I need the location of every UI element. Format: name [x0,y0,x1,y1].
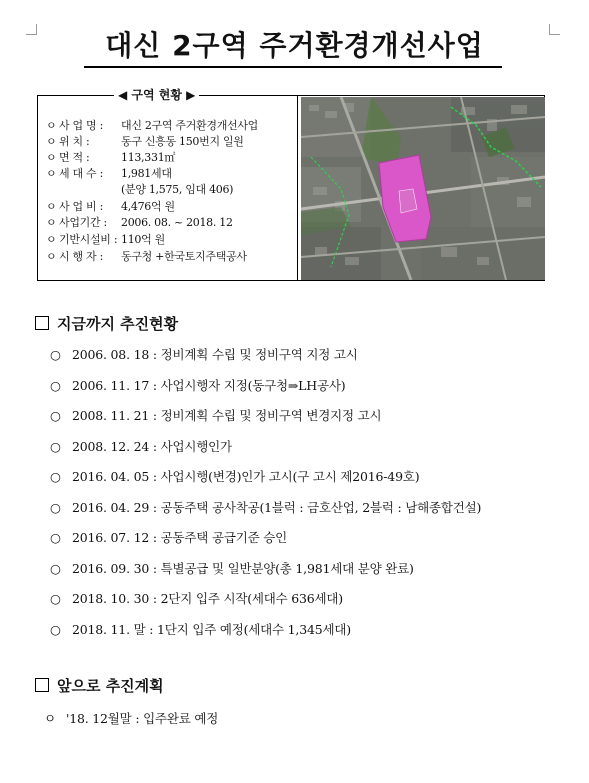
bullet-circle-icon: ㅇ [46,151,57,164]
bullet-circle-icon: ○ [50,621,61,637]
progress-list-item [50,499,481,517]
info-label: 기반시설비 : [59,233,118,246]
info-row [46,118,258,134]
page-title: 대신 2구역 주거환경개선사업 [105,29,484,62]
progress-list-item [50,346,358,364]
info-row [46,166,172,182]
bullet-circle-icon: ㅇ [46,250,57,263]
progress-item-text: 2008. 11. 21 : 정비계획 수립 및 정비구역 변경지정 고시 [72,408,382,423]
bullet-circle-icon: ○ [50,560,61,576]
info-value: 4,476억 원 [121,200,175,213]
progress-item-text: 2006. 08. 18 : 정비계획 수립 및 정비구역 지정 고시 [72,347,358,362]
checkbox-square-icon [35,678,49,692]
bullet-circle-icon: ㅇ [46,135,57,148]
bullet-circle-icon: ○ [50,591,61,606]
bullet-circle-icon: ㅇ [46,216,57,229]
bullet-circle-icon: ○ [50,347,61,362]
plan-section-heading: 앞으로 추진계획 [35,676,164,696]
info-row [46,232,165,248]
progress-item-text: 2016. 04. 29 : 공동주택 공사착공(1블럭 : 금호산업, 2블럭 : 남해종합건설) [72,499,482,515]
progress-item-text: 2018. 11. 말 : 1단지 입주 예정(세대수 1,345세대) [72,621,351,637]
checkbox-square-icon [35,316,49,330]
info-label: 사 업 명 : [59,119,103,132]
info-value: 110억 원 [121,233,165,246]
info-value: 2006. 08. ~ 2018. 12 [121,216,233,229]
bullet-circle-icon: ○ [50,469,61,484]
zone-status-legend: ◀ 구역 현황 ▶ [114,84,199,106]
zone-status-details [38,88,298,280]
progress-item-text: 2016. 09. 30 : 특별공급 및 일반분양(총 1,981세대 분양 완료) [72,560,414,576]
info-row [46,215,233,231]
progress-list-item [50,590,343,608]
info-row [46,182,233,198]
zone-status-box [37,88,545,281]
info-value: 동구청 +한국토지주택공사 [121,250,247,263]
info-value: 113,331㎡ [121,151,176,164]
bullet-circle-icon: ㅇ [44,711,56,726]
info-row [46,199,175,215]
progress-list-item [50,529,287,547]
progress-section-heading: 지금까지 추진현황 [35,314,178,334]
progress-item-text: 2016. 04. 05 : 사업시행(변경)인가 고시(구 고시 제2016-49호) [72,469,420,484]
progress-list-item [50,438,232,456]
bullet-circle-icon: ㅇ [46,167,57,180]
plan-item-text: '18. 12월말 : 입주완료 예정 [66,711,219,726]
progress-item-text: 2018. 10. 30 : 2단지 입주 시작(세대수 636세대) [72,591,343,606]
progress-list-item [50,560,414,578]
info-label: 시 행 자 : [59,250,103,263]
bullet-circle-icon: ㅇ [46,233,57,246]
aerial-map-image [301,97,545,280]
info-label: 사업기간 : [59,216,107,229]
bullet-circle-icon: ○ [50,408,61,423]
progress-list-item [50,377,345,395]
bullet-circle-icon: ○ [50,530,61,545]
info-label: 면 적 : [59,151,90,164]
progress-list-item [50,468,419,486]
info-row [46,249,247,265]
progress-list-item [50,407,381,425]
info-row [46,134,244,150]
info-value: 1,981세대 [121,167,172,180]
info-row [46,150,175,166]
bullet-circle-icon: ㅇ [46,119,57,132]
bullet-circle-icon: ㅇ [46,200,57,213]
progress-item-text: 2006. 11. 17 : 사업시행자 지정(동구청⇒LH공사) [72,377,346,393]
bullet-circle-icon: ○ [50,377,61,393]
progress-list-item [50,621,351,639]
bullet-circle-icon: ○ [50,499,61,515]
title-underline [84,66,502,68]
info-value: (분양 1,575, 임대 406) [121,183,234,196]
progress-item-text: 2016. 07. 12 : 공동주택 공급기준 승인 [72,530,287,545]
bullet-circle-icon: ○ [50,438,61,454]
plan-list-item [44,710,218,728]
info-label: 사 업 비 : [59,200,103,213]
progress-item-text: 2008. 12. 24 : 사업시행인가 [72,438,232,454]
info-label: 위 치 : [59,135,90,148]
info-value: 대신 2구역 주거환경개선사업 [121,119,259,132]
info-label: 세 대 수 : [59,167,103,180]
aerial-map-svg [301,97,545,280]
info-value: 동구 신흥동 150번지 일원 [121,135,244,148]
